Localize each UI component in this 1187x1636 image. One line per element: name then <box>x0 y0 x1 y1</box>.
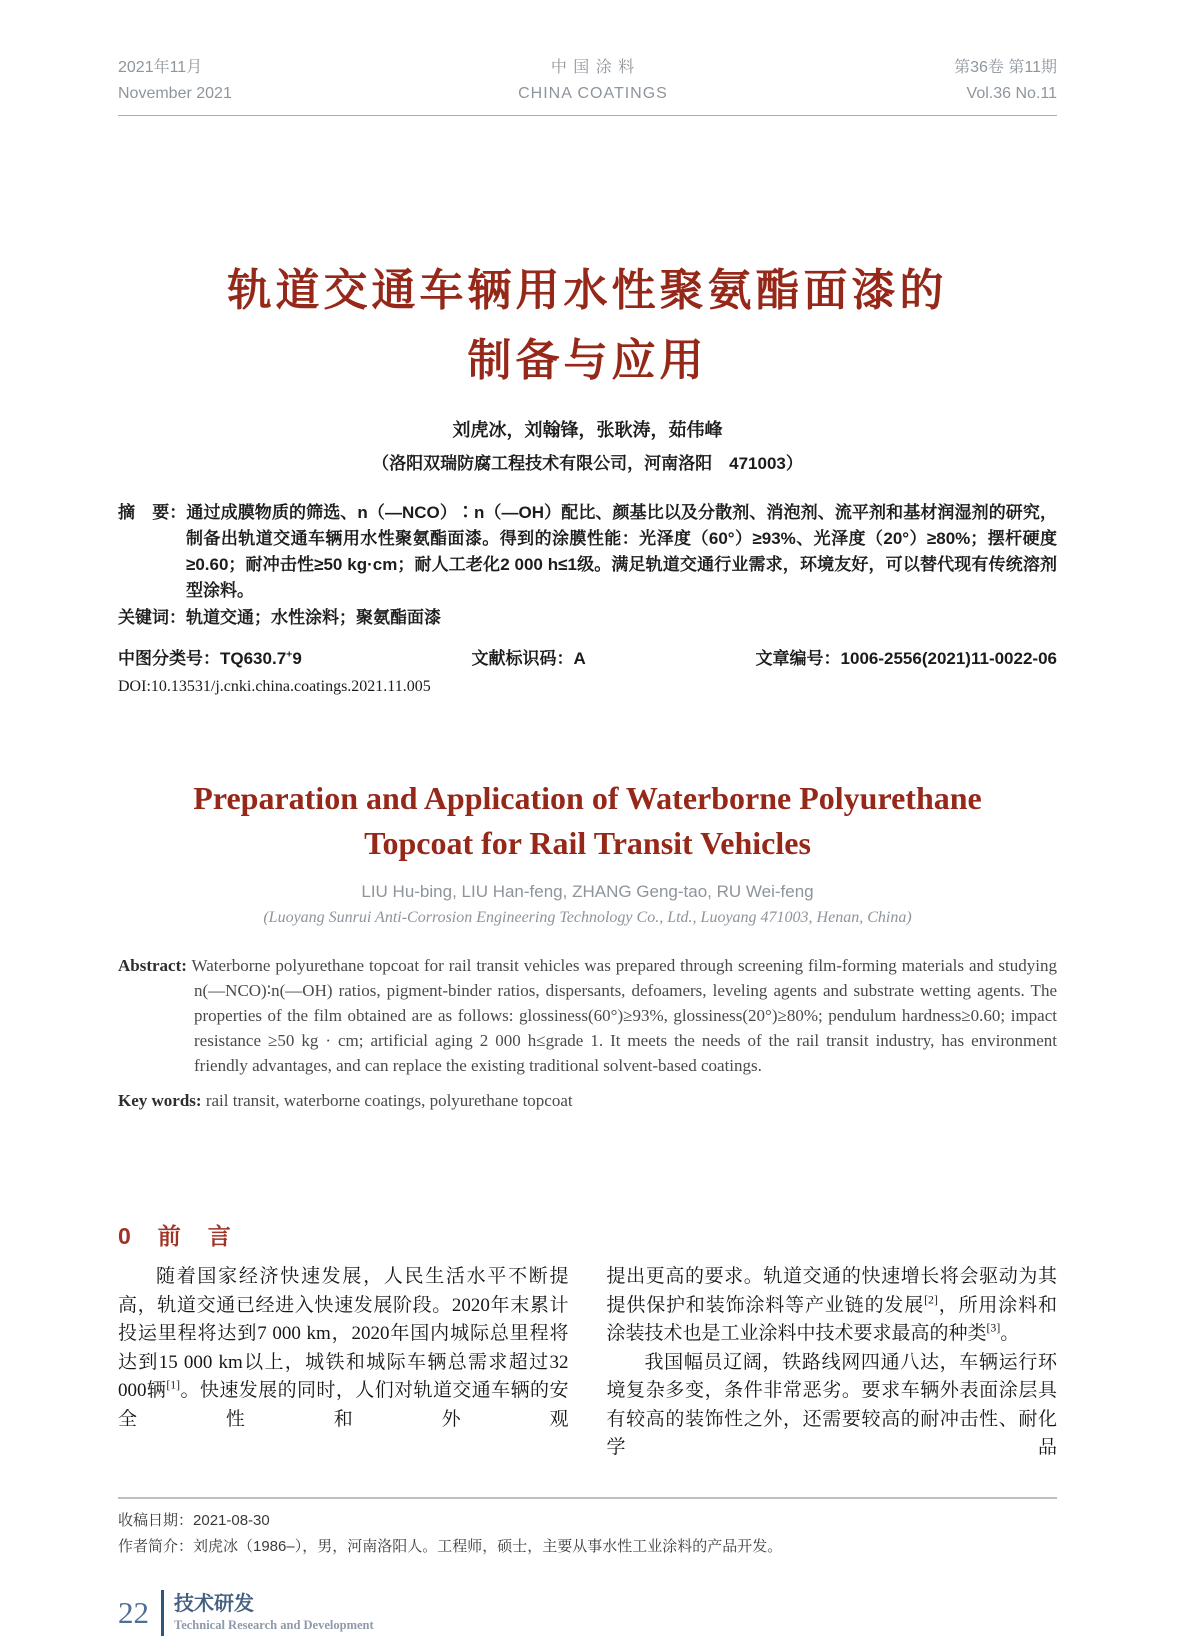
section-heading: 0 前 言 <box>118 1223 233 1250</box>
article-title-cn <box>118 256 1057 396</box>
keywords-en-label: Key words: <box>118 1091 202 1111</box>
abstract-cn-label: 摘 要： <box>118 503 187 523</box>
header-divider <box>118 115 1057 116</box>
keywords-en <box>118 1088 1057 1113</box>
keywords-en-text: rail transit, waterborne coatings, polyurethane topcoat <box>201 1091 573 1111</box>
header-journal-cn: 中 国 涂 料 <box>550 59 636 76</box>
header-issue-cn: 第36卷 第11期 <box>954 59 1057 76</box>
article-number: 文章编号：1006-2556(2021)11-0022-06 <box>755 649 1057 669</box>
doi: DOI:10.13531/j.cnki.china.coatings.2021.11.005 <box>118 678 431 696</box>
right-para1-text: 提出更高的要求。轨道交通的快速增长将会驱动为其提供保护和装饰涂料等产业链的发展 <box>606 1266 1057 1316</box>
keywords-cn-label: 关键词： <box>118 608 186 628</box>
abstract-cn-text: 通过成膜物质的筛选、n（—NCO）∶n（—OH）配比、颜基比以及分散剂、消泡剂、流平剂和基材润湿剂的研究，制备出轨道交通车辆用水性聚氨酯面漆。得到的涂膜性能：光泽度（60°）≥93%、光泽度（20°）≥80%；摆杆硬度≥0.60；耐冲击性≥50 kg·cm；耐人工老化2 000 h≤1级。满足轨道交通行业需求，环境友好，可以替代现有传统溶剂型涂料。 <box>186 503 1058 601</box>
keywords-cn <box>118 605 1057 631</box>
header-date <box>118 55 232 106</box>
article-title-cn-line2: 制备与应用 <box>467 336 708 386</box>
footnotes <box>118 1508 1057 1560</box>
meta-row <box>118 644 1057 669</box>
abstract-en <box>118 953 1057 1078</box>
clc-superscript: + <box>286 648 293 661</box>
left-para-text: 随着国家经济快速发展，人民生活水平不断提高，轨道交通已经进入快速发展阶段。2020年末累计投运里程将达到7 000 km，2020年国内城际总里程将达到15 000 km以上，城铁和城际车辆总需求超过32 000辆 <box>118 1266 569 1402</box>
abstract-en-label: Abstract: <box>118 956 187 976</box>
reference-mark-1: [1] <box>166 1378 181 1392</box>
article-title-en-line2: Topcoat for Rail Transit Vehicles <box>364 825 811 862</box>
footer-section <box>174 1593 374 1633</box>
abstract-cn <box>118 500 1057 604</box>
document-code: 文献标识码：A <box>471 649 586 669</box>
header-date-cn: 2021年11月 <box>118 59 203 76</box>
body-paragraph-right-2: 我国幅员辽阔，铁路线网四通八达，车辆运行环境复杂多变，条件非常恶劣。要求车辆外表面涂层具有较高的装饰性之外，还需要较高的耐冲击性、耐化学品 <box>606 1351 1057 1459</box>
clc-label: 中图分类号： <box>118 649 220 669</box>
right-para1-mid: ，所用涂料和涂装技术也是工业涂料中技术要求最高的种类 <box>606 1294 1057 1345</box>
affiliation-en: (Luoyang Sunrui Anti-Corrosion Engineering Technology Co., Ltd., Luoyang 471003, Henan, China) <box>263 909 912 927</box>
article-title-en-line1: Preparation and Application of Waterborne Polyurethane <box>193 780 982 817</box>
footer-divider-bar <box>161 1590 164 1636</box>
header-issue <box>954 55 1057 106</box>
received-date-value: 2021-08-30 <box>193 1511 270 1529</box>
authors-en: LIU Hu-bing, LIU Han-feng, ZHANG Geng-tao, RU Wei-feng <box>361 882 814 902</box>
clc-number <box>118 644 302 669</box>
left-para-continuation: 。快速发展的同时，人们对轨道交通车辆的安全性和外观 <box>118 1380 569 1430</box>
body-columns <box>118 1263 1057 1463</box>
authors-cn: 刘虎冰，刘翰锋，张耿涛，茹伟峰 <box>452 420 723 441</box>
keywords-cn-text: 轨道交通；水性涂料；聚氨酯面漆 <box>186 608 441 628</box>
reference-mark-2: [2] <box>924 1293 938 1307</box>
abstract-en-text: Waterborne polyurethane topcoat for rail transit vehicles was prepared through screening film-forming materials and studying n(—NCO)∶n(—OH) ratios, pigment-binder ratios, dispersants, defoamers, leveling agents and substrate wetting agents. The properties of the film obtained are as follows: glossiness(60°)≥93%, glossiness(20°)≥80%; pendulum hardness≥0.60; impact resistance ≥50 kg · cm; artificial aging 2 000 h≤grade 1. It meets the needs of the rail transit industry, has environment friendly advantages, and can replace the existing traditional solvent-based coatings. <box>186 956 1057 1076</box>
page-number: 22 <box>118 1594 149 1630</box>
body-column-right <box>607 1263 1058 1463</box>
right-para1-end: 。 <box>1000 1323 1020 1345</box>
clc-value: TQ630.7 <box>220 649 287 669</box>
page-footer <box>118 1590 1057 1636</box>
header-journal-en: CHINA COATINGS <box>518 84 668 102</box>
received-date <box>118 1508 1057 1534</box>
clc-tail: 9 <box>292 649 302 669</box>
footer-section-cn: 技术研发 <box>174 1592 254 1615</box>
author-bio: 作者简介：刘虎冰（1986–），男，河南洛阳人。工程师，硕士，主要从事水性工业涂料的产品开发。 <box>118 1537 783 1555</box>
footer-section-en: Technical Research and Development <box>174 1617 374 1632</box>
body-column-left <box>118 1263 569 1463</box>
body-paragraph-left <box>118 1263 569 1434</box>
header-journal-name <box>518 55 668 106</box>
header-issue-en: Vol.36 No.11 <box>966 84 1057 102</box>
footnote-divider <box>118 1497 1057 1499</box>
article-title-cn-line1: 轨道交通车辆用水性聚氨酯面漆的 <box>227 266 948 316</box>
journal-header <box>118 55 1057 106</box>
header-date-en: November 2021 <box>118 84 232 102</box>
affiliation-cn: （洛阳双瑞防腐工程技术有限公司，河南洛阳 471003） <box>372 454 803 474</box>
article-title-en <box>118 776 1057 866</box>
received-date-label: 收稿日期： <box>118 1511 194 1529</box>
body-paragraph-right-1 <box>607 1263 1058 1349</box>
reference-mark-3: [3] <box>986 1321 1001 1335</box>
